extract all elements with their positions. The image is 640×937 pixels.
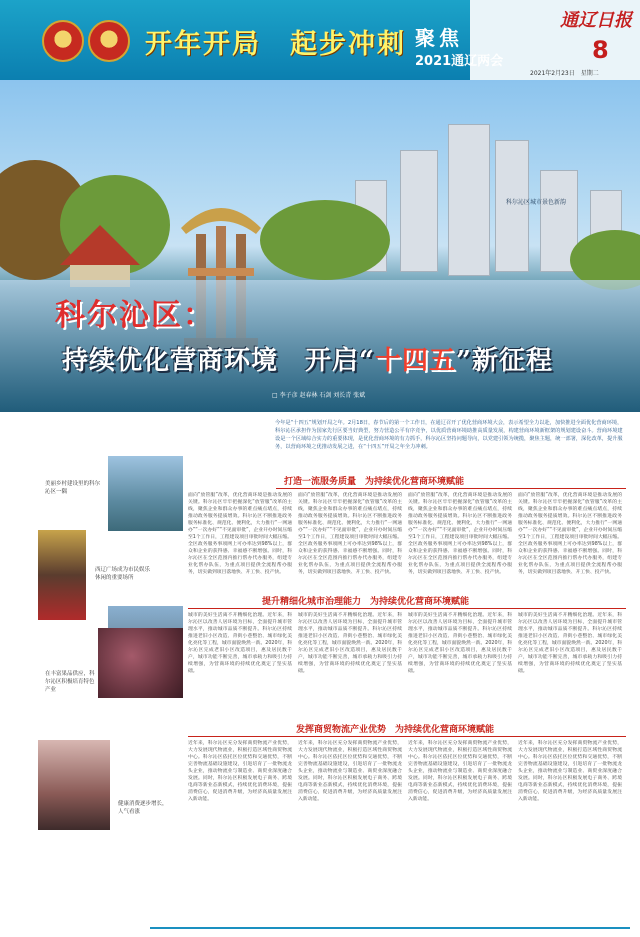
photo-caption: 美丽乡村建设里的科尔沁区一隅	[45, 481, 101, 495]
headline-part-b: ”新征程	[455, 346, 553, 376]
section-body: 近年来，科尔沁区充分发挥商贸物流产业优势，大力发展现代物流业，积极打造区域性商贸物流中心。科尔沁区依托区位优势和交通优势，不断完善物流基础设施建设，引进培育了一批物流龙头企业，推动物流业与制造业、商贸业深度融合发展。同时，科尔沁区积极发展电子商务、跨境电商等新业态新模式，持续优化消费环境，提振消费信心，促进消费升级，为经济高质量发展注入新动能。	[188, 741, 292, 802]
section-rule	[276, 488, 626, 489]
section-body: 近年来，科尔沁区充分发挥商贸物流产业优势，大力发展现代物流业，积极打造区域性商贸物流中心。科尔沁区依托区位优势和交通优势，不断完善物流基础设施建设，引进培育了一批物流龙头企业，推动物流业与制造业、商贸业深度融合发展。同时，科尔沁区积极发展电子商务、跨境电商等新业态新模式，持续优化消费环境，提振消费信心，促进消费升级，为经济高质量发展注入新动能。	[408, 741, 512, 802]
headline-line1: 科尔沁区：	[55, 298, 215, 333]
produce-photo	[98, 628, 183, 698]
section-rule	[188, 608, 626, 609]
section-title: 发挥商贸物流产业优势 为持续优化营商环境赋能	[296, 725, 495, 735]
section-body: 城市的美好生活离不开精细化治理。近年来，科尔沁区以改善人居环境为目标，全面提升城市管理水平，推动城市品质不断提升。科尔沁区持续推进老旧小区改造、背街小巷整治、城市绿化美化亮化等工程，城市面貌焕然一新。2020年，科尔沁区完成老旧小区改造项目，惠及居民数千户，城市功能不断完善，城市承载力和吸引力持续增强，为营商环境的持续优化奠定了坚实基础。	[408, 613, 512, 674]
section-title: 打造一流服务质量 为持续优化营商环境赋能	[284, 477, 465, 487]
building	[448, 124, 490, 276]
section-body: 面向“放管服”改革，优化营商环境是推动发展的关键。科尔沁区牢牢把握深化“放管服”改革的主线，聚焦企业和群众办事的难点痛点堵点，持续推动政务服务提质增效。科尔沁区不断推进政务服务标准化、规范化、便利化，大力推行“一网通办”“一次办好”“不见面审批”，企业开办时间压缩至1个工作日，工程建设项目审批时间大幅压缩。全区政务服务事项网上可办率达到98%以上，群众和企业的获得感、幸福感不断增强。同时，科尔沁区在全区范围内推行帮办代办服务，组建专业化帮办队伍，为重点项目提供全流程帮办服务，切实做到项目落地快、开工快、投产快。	[518, 493, 622, 575]
header-subhead: 2021通辽两会	[415, 54, 504, 69]
newspaper-name: 通辽日报	[560, 10, 632, 31]
section-rule	[188, 736, 626, 737]
section-body: 近年来，科尔沁区充分发挥商贸物流产业优势，大力发展现代物流业，积极打造区域性商贸物流中心。科尔沁区依托区位优势和交通优势，不断完善物流基础设施建设，引进培育了一批物流龙头企业，推动物流业与制造业、商贸业深度融合发展。同时，科尔沁区积极发展电子商务、跨境电商等新业态新模式，持续优化消费环境，提振消费信心，促进消费升级，为经济高质量发展注入新动能。	[298, 741, 402, 802]
headline-line2	[62, 340, 553, 377]
building	[400, 150, 438, 272]
page-number: 8	[592, 36, 609, 64]
photo-caption: 西辽广场成为市民娱乐休闲的重要场所	[95, 567, 151, 581]
header-banner: 开年开局 起步冲刺	[145, 29, 406, 60]
section-body: 城市的美好生活离不开精细化治理。近年来，科尔沁区以改善人居环境为目标，全面提升城市管理水平，推动城市品质不断提升。科尔沁区持续推进老旧小区改造、背街小巷整治、城市绿化美化亮化等工程，城市面貌焕然一新。2020年，科尔沁区完成老旧小区改造项目，惠及居民数千户，城市功能不断完善，城市承载力和吸引力持续增强，为营商环境的持续优化奠定了坚实基础。	[298, 613, 402, 674]
page-header	[0, 0, 640, 80]
square-photo	[38, 530, 86, 620]
byline: □ 李子彦 赵春林 石剑 刘长青 张斌	[272, 392, 366, 399]
lead-paragraph: 今年是“十四五”规划开局之年。2月18日，春节后的第一个工作日，在通辽召开了优化营商环境大会，表示希望全力以赴，加快推进全面优化营商环境，科尔沁区承担作为国家先行区要当好典型，努力营造公平有序竞争，以优质营商环境助推高质量发展，构建营商环境新框架的规划建设奋斗。营商环境建设是一个区域综合实力的重要体现，是优化营商环境的有力抓手，科尔沁区坚持问题导向，以党建引领为统揽，聚焦主题，统一部署，深化改革，提升服务，以营商环境之优推动发展之进，在“十四五”开局之年全力冲刺。	[275, 420, 623, 450]
section-body: 近年来，科尔沁区充分发挥商贸物流产业优势，大力发展现代物流业，积极打造区域性商贸物流中心。科尔沁区依托区位优势和交通优势，不断完善物流基础设施建设，引进培育了一批物流龙头企业，推动物流业与制造业、商贸业深度融合发展。同时，科尔沁区积极发展电子商务、跨境电商等新业态新模式，持续优化消费环境，提振消费信心，促进消费升级，为经济高质量发展注入新动能。	[518, 741, 622, 802]
footer-rule	[150, 927, 630, 929]
cppcc-emblem-icon	[88, 20, 130, 62]
building	[495, 140, 529, 272]
shopping-photo	[38, 740, 110, 830]
photo-caption: 科尔沁区城市景色新韵	[506, 199, 567, 206]
section-title: 提升精细化城市治理能力 为持续优化营商环境赋能	[262, 597, 470, 607]
section-body: 面向“放管服”改革，优化营商环境是推动发展的关键。科尔沁区牢牢把握深化“放管服”改革的主线，聚焦企业和群众办事的难点痛点堵点，持续推动政务服务提质增效。科尔沁区不断推进政务服务标准化、规范化、便利化，大力推行“一网通办”“一次办好”“不见面审批”，企业开办时间压缩至1个工作日，工程建设项目审批时间大幅压缩。全区政务服务事项网上可办率达到98%以上，群众和企业的获得感、幸福感不断增强。同时，科尔沁区在全区范围内推行帮办代办服务，组建专业化帮办队伍，为重点项目提供全流程帮办服务，切实做到项目落地快、开工快、投产快。	[298, 493, 402, 575]
headline-highlight: 十四五	[374, 346, 456, 376]
national-emblem-icon	[42, 20, 84, 62]
header-focus: 聚焦	[415, 26, 463, 50]
section-body: 城市的美好生活离不开精细化治理。近年来，科尔沁区以改善人居环境为目标，全面提升城市管理水平，推动城市品质不断提升。科尔沁区持续推进老旧小区改造、背街小巷整治、城市绿化美化亮化等工程，城市面貌焕然一新。2020年，科尔沁区完成老旧小区改造项目，惠及居民数千户，城市功能不断完善，城市承载力和吸引力持续增强，为营商环境的持续优化奠定了坚实基础。	[518, 613, 622, 674]
photo-caption: 在丰富果品供应，科尔沁区积极培育特色产业	[45, 671, 95, 693]
headline-part-a: 持续优化营商环境 开启“	[62, 346, 375, 376]
village-photo	[108, 456, 183, 531]
issue-date: 2021年2月23日 星期二	[530, 70, 599, 77]
section-body: 城市的美好生活离不开精细化治理。近年来，科尔沁区以改善人居环境为目标，全面提升城市管理水平，推动城市品质不断提升。科尔沁区持续推进老旧小区改造、背街小巷整治、城市绿化美化亮化等工程，城市面貌焕然一新。2020年，科尔沁区完成老旧小区改造项目，惠及居民数千户，城市功能不断完善，城市承载力和吸引力持续增强，为营商环境的持续优化奠定了坚实基础。	[188, 613, 292, 674]
section-body: 面向“放管服”改革，优化营商环境是推动发展的关键。科尔沁区牢牢把握深化“放管服”改革的主线，聚焦企业和群众办事的难点痛点堵点，持续推动政务服务提质增效。科尔沁区不断推进政务服务标准化、规范化、便利化，大力推行“一网通办”“一次办好”“不见面审批”，企业开办时间压缩至1个工作日，工程建设项目审批时间大幅压缩。全区政务服务事项网上可办率达到98%以上，群众和企业的获得感、幸福感不断增强。同时，科尔沁区在全区范围内推行帮办代办服务，组建专业化帮办队伍，为重点项目提供全流程帮办服务，切实做到项目落地快、开工快、投产快。	[188, 493, 292, 575]
section-body: 面向“放管服”改革，优化营商环境是推动发展的关键。科尔沁区牢牢把握深化“放管服”改革的主线，聚焦企业和群众办事的难点痛点堵点，持续推动政务服务提质增效。科尔沁区不断推进政务服务标准化、规范化、便利化，大力推行“一网通办”“一次办好”“不见面审批”，企业开办时间压缩至1个工作日，工程建设项目审批时间大幅压缩。全区政务服务事项网上可办率达到98%以上，群众和企业的获得感、幸福感不断增强。同时，科尔沁区在全区范围内推行帮办代办服务，组建专业化帮办队伍，为重点项目提供全流程帮办服务，切实做到项目落地快、开工快、投产快。	[408, 493, 512, 575]
tree	[260, 200, 390, 280]
photo-caption: 健康消费逐步增长，人气看涨	[118, 801, 168, 815]
